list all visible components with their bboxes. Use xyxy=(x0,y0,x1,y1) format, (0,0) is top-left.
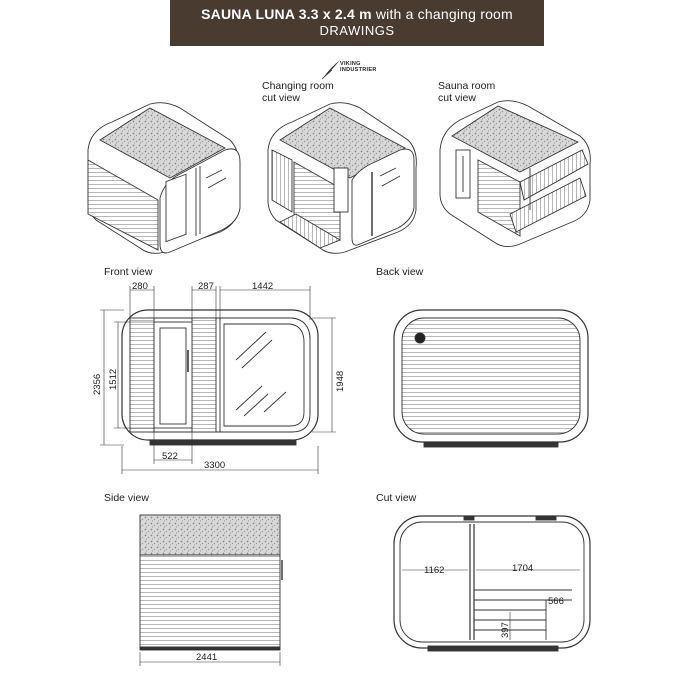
logo-line-2: INDUSTRIER xyxy=(340,67,377,73)
cut-view-drawing xyxy=(394,516,590,651)
sauna-room-cut-label: Sauna room cut view xyxy=(438,80,496,104)
dim-window-section: 1442 xyxy=(252,281,274,292)
dim-side-depth: 2441 xyxy=(196,652,218,663)
subtitle: DRAWINGS xyxy=(319,23,395,38)
front-view-label: Front view xyxy=(104,266,153,278)
dim-sauna-room: 1704 xyxy=(512,563,534,574)
dim-total-height: 2356 xyxy=(92,373,103,395)
side-view-label: Side view xyxy=(104,492,149,504)
side-view-drawing xyxy=(140,515,282,666)
title: SAUNA LUNA 3.3 x 2.4 m with a changing room xyxy=(201,6,513,22)
iso-sauna-room-drawing xyxy=(440,101,590,247)
dim-bench-height: 397 xyxy=(500,622,511,638)
changing-room-cut-label: Changing room cut view xyxy=(262,80,334,104)
dim-door-frame: 280 xyxy=(132,281,148,292)
logo-line-1: VIKING xyxy=(340,61,361,67)
dim-total-width: 3300 xyxy=(204,460,226,471)
dim-bench: 566 xyxy=(548,596,564,607)
iso-exterior-drawing xyxy=(88,103,240,254)
dim-door-height: 1512 xyxy=(108,368,119,390)
cut-view-label: Cut view xyxy=(376,492,417,504)
dim-panel: 287 xyxy=(198,281,214,292)
back-view-drawing xyxy=(394,310,588,447)
back-view-label: Back view xyxy=(376,266,424,278)
iso-changing-room-drawing xyxy=(268,103,416,254)
dim-changing-room: 1162 xyxy=(424,565,445,576)
front-view-drawing xyxy=(122,310,318,445)
dim-window-height: 1948 xyxy=(335,370,346,392)
dim-door-width: 522 xyxy=(162,451,178,462)
